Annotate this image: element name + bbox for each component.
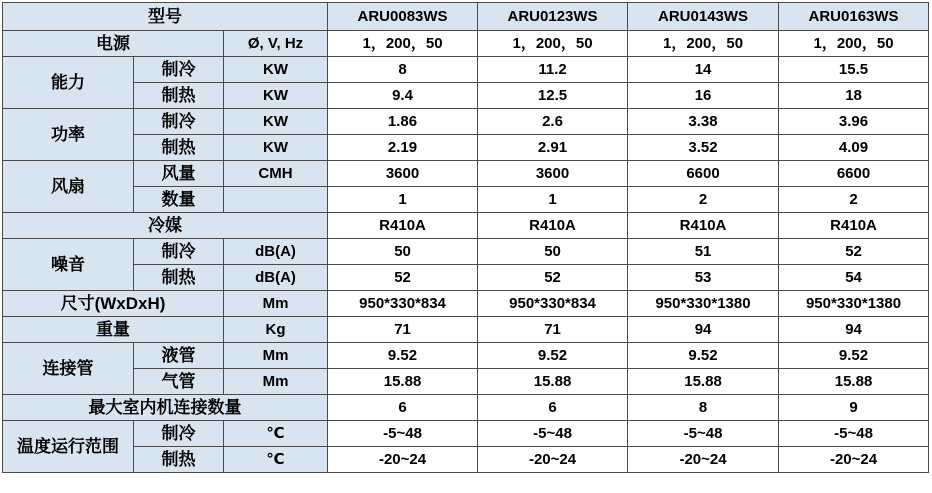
power-label: 功率 (3, 109, 134, 161)
table-cell: 15.88 (779, 369, 929, 395)
temp-range-label: 温度运行范围 (3, 421, 134, 473)
table-cell: -20~24 (328, 447, 478, 473)
table-cell: 3.96 (779, 109, 929, 135)
sub-label: 制冷 (134, 109, 224, 135)
table-cell: 8 (328, 57, 478, 83)
table-cell: 6 (328, 395, 478, 421)
table-cell: 2.6 (478, 109, 628, 135)
sub-label: 制热 (134, 447, 224, 473)
table-cell: -5~48 (478, 421, 628, 447)
table-cell: 8 (628, 395, 779, 421)
table-cell: 3.38 (628, 109, 779, 135)
capacity-label: 能力 (3, 57, 134, 109)
power-supply-unit: Ø, V, Hz (224, 31, 328, 57)
model-name: ARU0143WS (628, 3, 779, 31)
fan-airflow-row (3, 161, 929, 187)
noise-heating-row (3, 265, 929, 291)
table-cell: 1，200，50 (779, 31, 929, 57)
sub-label: 数量 (134, 187, 224, 213)
table-cell: 3600 (328, 161, 478, 187)
table-cell: -5~48 (628, 421, 779, 447)
unit-cell: Mm (224, 369, 328, 395)
table-cell: -20~24 (478, 447, 628, 473)
capacity-heating-row (3, 83, 929, 109)
unit-cell: dB(A) (224, 265, 328, 291)
unit-cell: ℃ (224, 447, 328, 473)
power-supply-label: 电源 (3, 31, 224, 57)
sub-label: 制热 (134, 135, 224, 161)
weight-label: 重量 (3, 317, 224, 343)
table-cell: R410A (328, 213, 478, 239)
table-cell: 950*330*834 (478, 291, 628, 317)
table-cell: 52 (328, 265, 478, 291)
table-cell: 6600 (779, 161, 929, 187)
table-cell: 1 (478, 187, 628, 213)
power-heating-row (3, 135, 929, 161)
table-cell: 9.52 (628, 343, 779, 369)
table-cell: 15.5 (779, 57, 929, 83)
table-cell: 71 (478, 317, 628, 343)
header-row (3, 3, 929, 31)
table-cell: -20~24 (779, 447, 929, 473)
unit-cell: Mm (224, 291, 328, 317)
piping-gas-row (3, 369, 929, 395)
table-cell: 2 (628, 187, 779, 213)
unit-cell: KW (224, 83, 328, 109)
unit-cell: dB(A) (224, 239, 328, 265)
unit-cell: Kg (224, 317, 328, 343)
table-cell: 6600 (628, 161, 779, 187)
table-cell: 50 (478, 239, 628, 265)
table-cell: 2 (779, 187, 929, 213)
sub-label: 制热 (134, 83, 224, 109)
noise-cooling-row (3, 239, 929, 265)
model-name: ARU0163WS (779, 3, 929, 31)
unit-cell: KW (224, 109, 328, 135)
table-cell: 9.52 (779, 343, 929, 369)
table-cell: 2.91 (478, 135, 628, 161)
refrigerant-row (3, 213, 929, 239)
sub-label: 制冷 (134, 57, 224, 83)
sub-label: 制冷 (134, 421, 224, 447)
fan-label: 风扇 (3, 161, 134, 213)
power-cooling-row (3, 109, 929, 135)
table-cell: 9.52 (478, 343, 628, 369)
sub-label: 气管 (134, 369, 224, 395)
table-cell: 1.86 (328, 109, 478, 135)
spec-table (2, 2, 929, 473)
table-cell: 9.52 (328, 343, 478, 369)
weight-row (3, 317, 929, 343)
table-cell: 9 (779, 395, 929, 421)
table-cell: 1，200，50 (328, 31, 478, 57)
power-supply-row (3, 31, 929, 57)
table-cell: 14 (628, 57, 779, 83)
table-cell: 4.09 (779, 135, 929, 161)
max-indoor-row (3, 395, 929, 421)
table-cell: 9.4 (328, 83, 478, 109)
sub-label: 制热 (134, 265, 224, 291)
table-cell: 15.88 (628, 369, 779, 395)
piping-liquid-row (3, 343, 929, 369)
table-cell: 6 (478, 395, 628, 421)
table-cell: 94 (628, 317, 779, 343)
table-cell: 15.88 (328, 369, 478, 395)
dimensions-row (3, 291, 929, 317)
table-cell: -20~24 (628, 447, 779, 473)
table-cell: 54 (779, 265, 929, 291)
table-cell: 1，200，50 (628, 31, 779, 57)
dimensions-label: 尺寸(WxDxH) (3, 291, 224, 317)
table-cell: 51 (628, 239, 779, 265)
unit-cell: Mm (224, 343, 328, 369)
table-cell: 12.5 (478, 83, 628, 109)
table-cell: 950*330*1380 (779, 291, 929, 317)
model-name: ARU0123WS (478, 3, 628, 31)
table-cell: R410A (478, 213, 628, 239)
fan-quantity-row (3, 187, 929, 213)
table-cell: 1，200，50 (478, 31, 628, 57)
table-cell: 52 (478, 265, 628, 291)
model-name: ARU0083WS (328, 3, 478, 31)
sub-label: 制冷 (134, 239, 224, 265)
table-cell: 11.2 (478, 57, 628, 83)
table-cell: -5~48 (328, 421, 478, 447)
unit-cell (224, 187, 328, 213)
piping-label: 连接管 (3, 343, 134, 395)
unit-cell: ℃ (224, 421, 328, 447)
capacity-cooling-row (3, 57, 929, 83)
temp-cooling-row (3, 421, 929, 447)
table-cell: 53 (628, 265, 779, 291)
table-cell: 950*330*1380 (628, 291, 779, 317)
max-indoor-label: 最大室内机连接数量 (3, 395, 328, 421)
table-cell: 3.52 (628, 135, 779, 161)
table-cell: 16 (628, 83, 779, 109)
table-cell: 50 (328, 239, 478, 265)
table-cell: 3600 (478, 161, 628, 187)
table-cell: 950*330*834 (328, 291, 478, 317)
temp-heating-row (3, 447, 929, 473)
sub-label: 液管 (134, 343, 224, 369)
noise-label: 噪音 (3, 239, 134, 291)
unit-cell: CMH (224, 161, 328, 187)
table-cell: 18 (779, 83, 929, 109)
unit-cell: KW (224, 57, 328, 83)
table-cell: -5~48 (779, 421, 929, 447)
table-cell: R410A (628, 213, 779, 239)
table-cell: 2.19 (328, 135, 478, 161)
table-cell: 15.88 (478, 369, 628, 395)
refrigerant-label: 冷媒 (3, 213, 328, 239)
table-cell: 94 (779, 317, 929, 343)
table-cell: 71 (328, 317, 478, 343)
unit-cell: KW (224, 135, 328, 161)
model-label: 型号 (3, 3, 328, 31)
table-cell: 1 (328, 187, 478, 213)
table-cell: 52 (779, 239, 929, 265)
table-cell: R410A (779, 213, 929, 239)
sub-label: 风量 (134, 161, 224, 187)
